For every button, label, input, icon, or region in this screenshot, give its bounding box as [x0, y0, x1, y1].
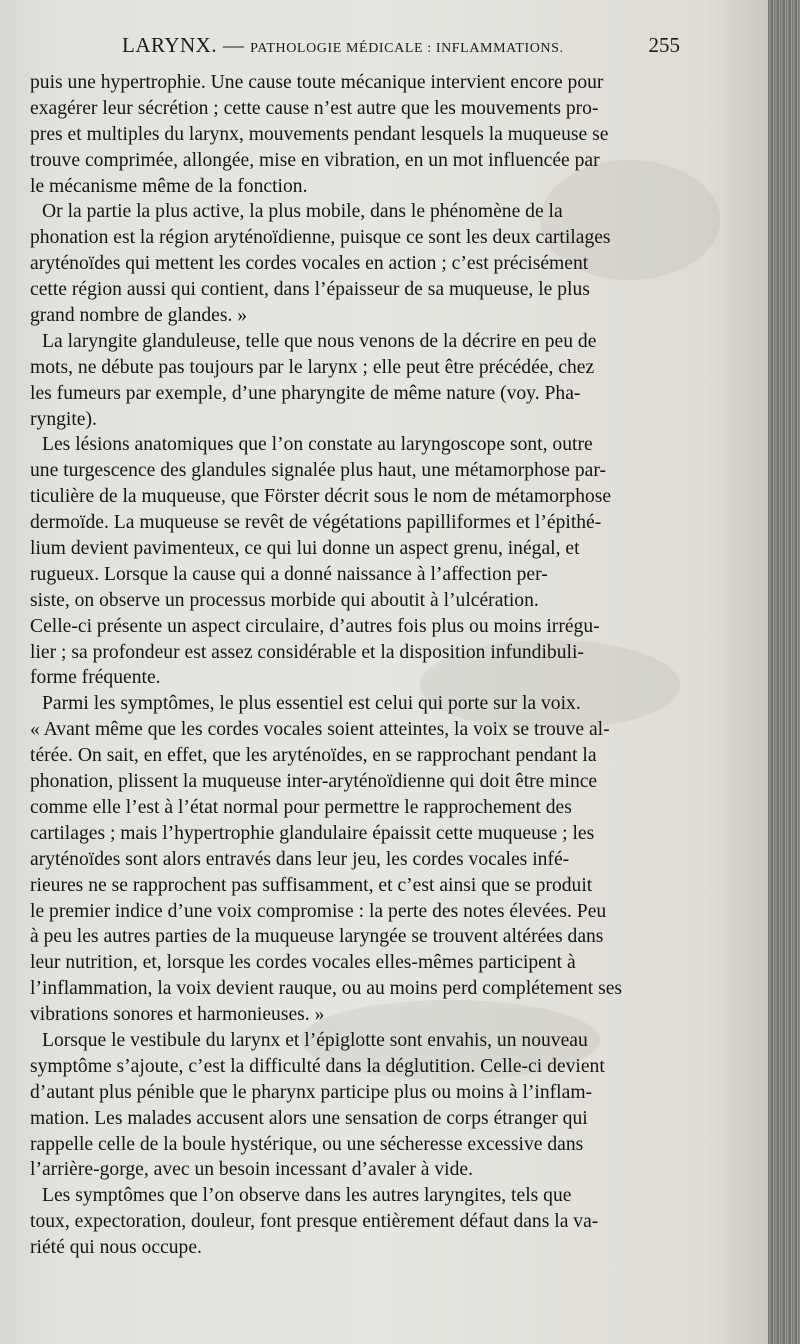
text-line: forme fréquente.: [30, 667, 161, 689]
text-line: toux, expectoration, douleur, font presque entièrement défaut dans la va-: [30, 1211, 599, 1233]
text-line: cartilages ; mais l’hypertrophie glandulaire épaissit cette muqueuse ; les: [30, 822, 595, 844]
running-head-dash: —: [217, 33, 251, 57]
text-line: Les symptômes que l’on observe dans les autres laryngites, tels que: [42, 1185, 572, 1207]
text-line: l’arrière-gorge, avec un besoin incessant d’avaler à vide.: [30, 1159, 474, 1181]
text-line: grand nombre de glandes. »: [30, 305, 248, 327]
text-line: La laryngite glanduleuse, telle que nous venons de la décrire en peu de: [42, 330, 597, 352]
text-line: rappelle celle de la boule hystérique, ou une sécheresse excessive dans: [30, 1133, 584, 1155]
text-line: Celle-ci présente un aspect circulaire, d’autres fois plus ou moins irrégu-: [30, 615, 600, 637]
running-head-title: LARYNX.: [122, 33, 218, 57]
text-line: ticulière de la muqueuse, que Förster décrit sous le nom de métamorphose: [30, 486, 612, 508]
page-number: 255: [648, 33, 680, 57]
text-line: Or la partie la plus active, la plus mobile, dans le phénomène de la: [42, 201, 563, 223]
text-line: aryténoïdes qui mettent les cordes vocales en action ; c’est précisément: [30, 253, 589, 275]
text-line: le premier indice d’une voix compromise : la perte des notes élevées. Peu: [30, 900, 607, 922]
text-line: à peu les autres parties de la muqueuse laryngée se trouvent altérées dans: [30, 926, 604, 948]
text-line: siste, on observe un processus morbide qui aboutit à l’ulcération.: [30, 589, 539, 611]
text-line: lium devient pavimenteux, ce qui lui donne un aspect grenu, inégal, et: [30, 538, 580, 560]
text-line: térée. On sait, en effet, que les aryténoïdes, en se rapprochant pendant la: [30, 745, 597, 767]
text-line: phonation, plissent la muqueuse inter-aryténoïdienne qui doit être mince: [30, 771, 598, 793]
text-line: phonation est la région aryténoïdienne, puisque ce sont les deux cartilages: [30, 227, 611, 249]
text-line: symptôme s’ajoute, c’est la difficulté dans la déglutition. Celle-ci devient: [30, 1055, 605, 1077]
text-line: une turgescence des glandules signalée plus haut, une métamorphose par-: [30, 460, 606, 482]
text-line: d’autant plus pénible que le pharynx participe plus ou moins à l’inflam-: [30, 1081, 593, 1103]
text-line: exagérer leur sécrétion ; cette cause n’est autre que les mouvements pro-: [30, 97, 599, 119]
page-header: [30, 33, 680, 63]
text-line: Lorsque le vestibule du larynx et l’épiglotte sont envahis, un nouveau: [42, 1029, 588, 1051]
running-head-subtitle: PATHOLOGIE MÉDICALE : INFLAMMATIONS.: [250, 41, 564, 56]
running-head: [122, 33, 564, 58]
text-line: dermoïde. La muqueuse se revêt de végétations papilliformes et l’épithé-: [30, 512, 602, 534]
text-line: mation. Les malades accusent alors une sensation de corps étranger qui: [30, 1107, 588, 1129]
text-line: rieures ne se rapprochent pas suffisamment, et c’est ainsi que se produit: [30, 874, 593, 896]
text-line: Parmi les symptômes, le plus essentiel est celui qui porte sur la voix.: [42, 693, 581, 715]
text-line: puis une hypertrophie. Une cause toute mécanique intervient encore pour: [30, 72, 604, 93]
text-line: leur nutrition, et, lorsque les cordes vocales elles-mêmes participent à: [30, 952, 576, 974]
text-line: mots, ne débute pas toujours par le larynx ; elle peut être précédée, chez: [30, 356, 595, 378]
text-line: les fumeurs par exemple, d’une pharyngite de même nature (voy. Pha-: [30, 382, 581, 404]
text-line: lier ; sa profondeur est assez considérable et la disposition infundibuli-: [30, 641, 584, 663]
text-line: vibrations sonores et harmonieuses. »: [30, 1004, 325, 1026]
text-line: aryténoïdes sont alors entravés dans leur jeu, les cordes vocales infé-: [30, 848, 570, 870]
body-text: [30, 70, 682, 1261]
text-line: riété qui nous occupe.: [30, 1237, 202, 1259]
text-line: Les lésions anatomiques que l’on constate au laryngoscope sont, outre: [42, 434, 593, 456]
book-fore-edge: [768, 0, 800, 1344]
text-line: trouve comprimée, allongée, mise en vibration, en un mot influencée par: [30, 149, 600, 171]
text-line: pres et multiples du larynx, mouvements pendant lesquels la muqueuse se: [30, 123, 609, 145]
text-line: cette région aussi qui contient, dans l’épaisseur de sa muqueuse, le plus: [30, 279, 590, 301]
text-line: l’inflammation, la voix devient rauque, ou au moins perd complétement ses: [30, 978, 623, 1000]
text-line: ryngite).: [30, 408, 97, 430]
text-line: comme elle l’est à l’état normal pour permettre le rapprochement des: [30, 796, 572, 818]
text-line: « Avant même que les cordes vocales soient atteintes, la voix se trouve al-: [30, 719, 610, 741]
text-line: rugueux. Lorsque la cause qui a donné naissance à l’affection per-: [30, 563, 548, 585]
text-line: le mécanisme même de la fonction.: [30, 175, 308, 197]
